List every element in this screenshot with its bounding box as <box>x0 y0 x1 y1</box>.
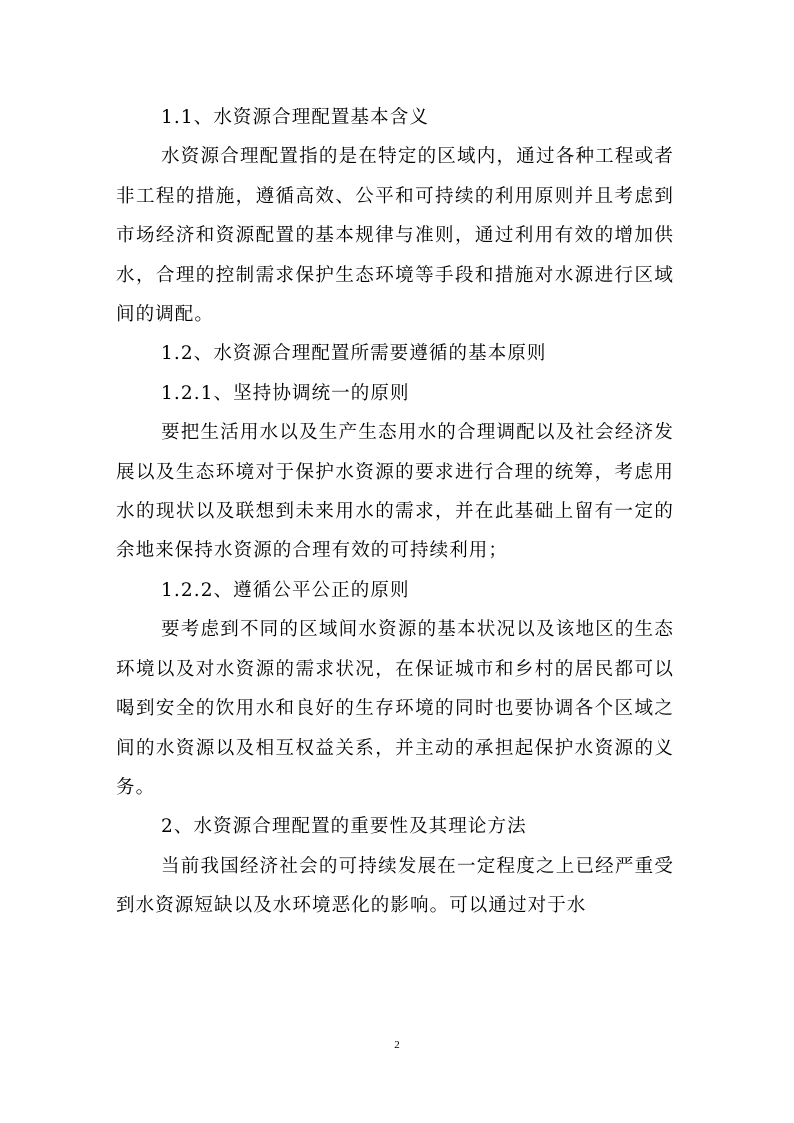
paragraph-definition: 水资源合理配置指的是在特定的区域内，通过各种工程或者非工程的措施，遵循高效、公平和可持续的利用原则并且考虑到市场经济和资源配置的基本规律与准则，通过利用有效的增加供水，合理的控制需求保护生态环境等手段和措施对水源进行区域间的调配。 <box>116 146 674 326</box>
paragraph-importance: 当前我国经济社会的可持续发展在一定程度之上已经严重受到水资源短缺以及水环境恶化的影响。可以通过对于水 <box>116 855 674 917</box>
section-heading-1-2-1: 1.2.1、坚持协调统一的原则 <box>161 382 410 404</box>
document-body <box>116 98 674 926</box>
section-heading-1-1: 1.1、水资源合理配置基本含义 <box>161 107 429 128</box>
paragraph-coordination-principle: 要把生活用水以及生产生态用水的合理调配以及社会经济发展以及生态环境对于保护水资源的要求进行合理的统筹，考虑用水的现状以及联想到未来用水的需求，并在此基础上留有一定的余地来保持水资源的合理有效的可持续利用； <box>116 422 674 562</box>
section-heading-2: 2、水资源合理配置的重要性及其理论方法 <box>161 816 527 838</box>
paragraph-fairness-principle: 要考虑到不同的区域间水资源的基本状况以及该地区的生态环境以及对水资源的需求状况，在保证城市和乡村的居民都可以喝到安全的饮用水和良好的生存环境的同时也要协调各个区域之间的水资源以及相互权益关系，并主动的承担起保护水资源的义务。 <box>116 619 674 798</box>
page-number: 2 <box>394 1039 400 1051</box>
section-heading-1-2: 1.2、水资源合理配置所需要遵循的基本原则 <box>161 343 547 365</box>
section-heading-1-2-2: 1.2.2、遵循公平公正的原则 <box>161 579 410 601</box>
